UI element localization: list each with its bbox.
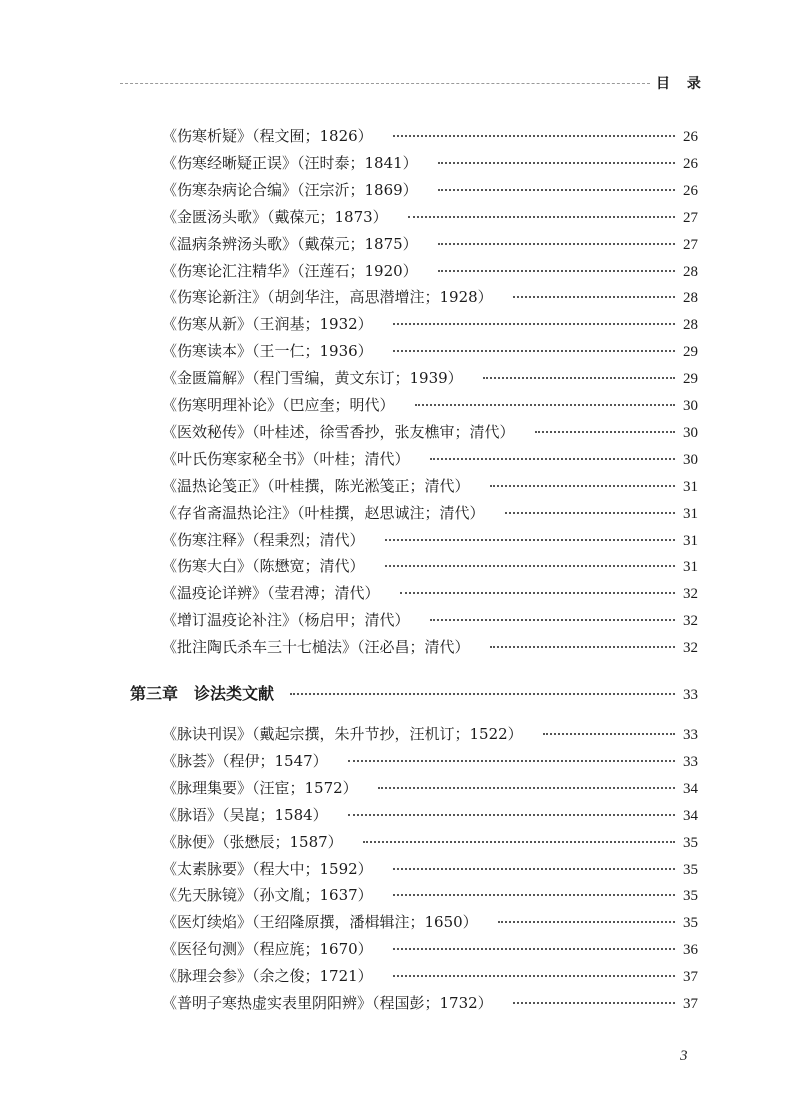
toc-entry-page: 29 (683, 371, 698, 387)
dot-leader (438, 162, 675, 164)
dot-leader (363, 841, 675, 843)
toc-entry[interactable] (162, 776, 698, 800)
toc-entry-title: 《增订温疫论补注》（杨启甲；清代） (162, 611, 410, 629)
toc-entry[interactable] (162, 581, 698, 605)
toc-entry-page: 33 (683, 754, 698, 770)
toc-entry-page: 34 (683, 781, 698, 797)
dot-leader (393, 975, 675, 977)
dot-leader (415, 404, 675, 406)
toc-entry[interactable] (162, 554, 698, 578)
dot-leader (290, 693, 675, 695)
toc-entry[interactable] (162, 339, 698, 363)
toc-entry[interactable] (162, 722, 698, 746)
dot-leader (490, 646, 675, 648)
toc-entry-page: 28 (683, 317, 698, 333)
toc-entry[interactable] (162, 312, 698, 336)
toc-entry[interactable] (162, 964, 698, 988)
toc-entry-title: 《金匮汤头歌》（戴葆元；1873） (162, 208, 388, 226)
toc-entry[interactable] (162, 635, 698, 659)
toc-entry[interactable] (162, 883, 698, 907)
toc-entry[interactable] (162, 501, 698, 525)
dot-leader (438, 189, 675, 191)
toc-entry[interactable] (162, 749, 698, 773)
toc-entry[interactable] (162, 447, 698, 471)
dot-leader (535, 431, 675, 433)
toc-entry-page: 37 (683, 969, 698, 985)
dot-leader (438, 243, 675, 245)
toc-entry-page: 31 (683, 559, 698, 575)
toc-entry-title: 《伤寒经晰疑正误》（汪时泰；1841） (162, 154, 418, 172)
toc-entry-title: 《伤寒读本》（王一仁；1936） (162, 342, 373, 360)
toc-entry-title: 《脉便》（张懋辰；1587） (162, 833, 343, 851)
toc-entry[interactable] (162, 178, 698, 202)
toc-entry-page: 35 (683, 835, 698, 851)
toc-entry-page: 34 (683, 808, 698, 824)
toc-entry-title: 第三章 诊法类文献 (130, 684, 275, 703)
toc-entry[interactable] (162, 205, 698, 229)
toc-entry-title: 《金匮篇解》（程门雪编，黄文东订；1939） (162, 369, 463, 387)
dot-leader (385, 565, 675, 567)
toc-entry-page: 26 (683, 129, 698, 145)
toc-entry-page: 27 (683, 237, 698, 253)
toc-entry-title: 《伤寒析疑》（程文囿；1826） (162, 127, 373, 145)
toc-entry-title: 《伤寒大白》（陈懋宽；清代） (162, 557, 365, 575)
dot-leader (348, 760, 675, 762)
toc-entry-title: 《太素脉要》（程大中；1592） (162, 860, 373, 878)
header-rule (120, 83, 650, 84)
toc-entry-page: 32 (683, 640, 698, 656)
toc-entry[interactable] (162, 124, 698, 148)
toc-entry[interactable] (162, 937, 698, 961)
toc-entry-title: 《伤寒论新注》（胡剑华注，高思潜增注；1928） (162, 288, 493, 306)
toc-entry-page: 32 (683, 586, 698, 602)
toc-entry-title: 《先天脉镜》（孙文胤；1637） (162, 886, 373, 904)
toc-entry-title: 《脉荟》（程伊；1547） (162, 752, 328, 770)
toc-entry-page: 36 (683, 942, 698, 958)
dot-leader (483, 377, 675, 379)
toc-entry-title: 《伤寒杂病论合编》（汪宗沂；1869） (162, 181, 418, 199)
toc-entry-title: 《批注陶氏杀车三十七槌法》（汪必昌；清代） (162, 638, 470, 656)
toc-entry-title: 《脉理集要》（汪宦；1572） (162, 779, 358, 797)
toc-entry-page: 26 (683, 183, 698, 199)
dot-leader (408, 216, 675, 218)
toc-entry-page: 35 (683, 862, 698, 878)
toc-entry-title: 《普明子寒热虚实表里阴阳辨》（程国彭；1732） (162, 994, 493, 1012)
dot-leader (513, 296, 675, 298)
toc-entry[interactable] (162, 991, 698, 1015)
dot-leader (498, 921, 675, 923)
toc-entry-page: 30 (683, 452, 698, 468)
toc-entry[interactable] (162, 857, 698, 881)
dot-leader (490, 485, 675, 487)
toc-entry[interactable] (162, 803, 698, 827)
running-header: 目 录 (656, 76, 707, 92)
dot-leader (385, 539, 675, 541)
chapter-heading[interactable] (130, 682, 698, 706)
toc-entry[interactable] (162, 474, 698, 498)
toc-entry-page: 30 (683, 398, 698, 414)
toc-entry-title: 《叶氏伤寒家秘全书》（叶桂；清代） (162, 450, 410, 468)
toc-entry[interactable] (162, 393, 698, 417)
toc-entry[interactable] (162, 420, 698, 444)
toc-entry-title: 《伤寒论汇注精华》（汪莲石；1920） (162, 262, 418, 280)
dot-leader (400, 592, 675, 594)
toc-entry[interactable] (162, 830, 698, 854)
page-number: 3 (680, 1048, 688, 1064)
dot-leader (393, 948, 675, 950)
toc-entry[interactable] (162, 528, 698, 552)
toc-entry-title: 《医效秘传》（叶桂述，徐雪香抄，张友樵审；清代） (162, 423, 515, 441)
toc-entry-title: 《温热论笺正》（叶桂撰，陈光淞笺正；清代） (162, 477, 470, 495)
toc-entry-page: 33 (683, 687, 698, 703)
dot-leader (378, 787, 675, 789)
toc-entry-page: 30 (683, 425, 698, 441)
toc-entry[interactable] (162, 151, 698, 175)
dot-leader (505, 512, 675, 514)
toc-entry[interactable] (162, 608, 698, 632)
toc-entry-page: 31 (683, 479, 698, 495)
toc-entry-page: 33 (683, 727, 698, 743)
toc-entry-page: 28 (683, 264, 698, 280)
toc-entry-title: 《温病条辨汤头歌》（戴葆元；1875） (162, 235, 418, 253)
toc-entry-title: 《脉语》（吴崑；1584） (162, 806, 328, 824)
toc-entry-page: 31 (683, 533, 698, 549)
toc-entry-title: 《脉理会参》（余之俊；1721） (162, 967, 373, 985)
toc-entry-page: 35 (683, 915, 698, 931)
toc-entry[interactable] (162, 910, 698, 934)
toc-entry-page: 32 (683, 613, 698, 629)
dot-leader (438, 270, 675, 272)
toc-entry[interactable] (162, 232, 698, 256)
toc-entry[interactable] (162, 366, 698, 390)
toc-entry-title: 《伤寒从新》（王润基；1932） (162, 315, 373, 333)
toc-entry-title: 《伤寒注释》（程秉烈；清代） (162, 531, 365, 549)
dot-leader (430, 619, 675, 621)
toc-entry-page: 35 (683, 888, 698, 904)
toc-entry-title: 《医径句测》（程应旄；1670） (162, 940, 373, 958)
toc-entry-title: 《存省斋温热论注》（叶桂撰，赵思诚注；清代） (162, 504, 485, 522)
toc-entry-page: 27 (683, 210, 698, 226)
dot-leader (348, 814, 675, 816)
dot-leader (543, 733, 675, 735)
toc-entry-page: 31 (683, 506, 698, 522)
dot-leader (393, 868, 675, 870)
toc-entry-title: 《伤寒明理补论》（巴应奎；明代） (162, 396, 395, 414)
toc-entry-title: 《脉诀刊误》（戴起宗撰，朱升节抄，汪机订；1522） (162, 725, 523, 743)
dot-leader (393, 323, 675, 325)
dot-leader (393, 350, 675, 352)
dot-leader (430, 458, 675, 460)
dot-leader (393, 894, 675, 896)
toc-entry[interactable] (162, 259, 698, 283)
dot-leader (393, 135, 675, 137)
toc-entry-title: 《温疫论详辨》（莹君溥；清代） (162, 584, 380, 602)
toc-entry-page: 37 (683, 996, 698, 1012)
toc-entry-page: 29 (683, 344, 698, 360)
dot-leader (513, 1002, 675, 1004)
toc-entry-title: 《医灯续焰》（王绍隆原撰，潘楫辑注；1650） (162, 913, 478, 931)
toc-entry-page: 28 (683, 290, 698, 306)
toc-entry-page: 26 (683, 156, 698, 172)
toc-entry[interactable] (162, 285, 698, 309)
